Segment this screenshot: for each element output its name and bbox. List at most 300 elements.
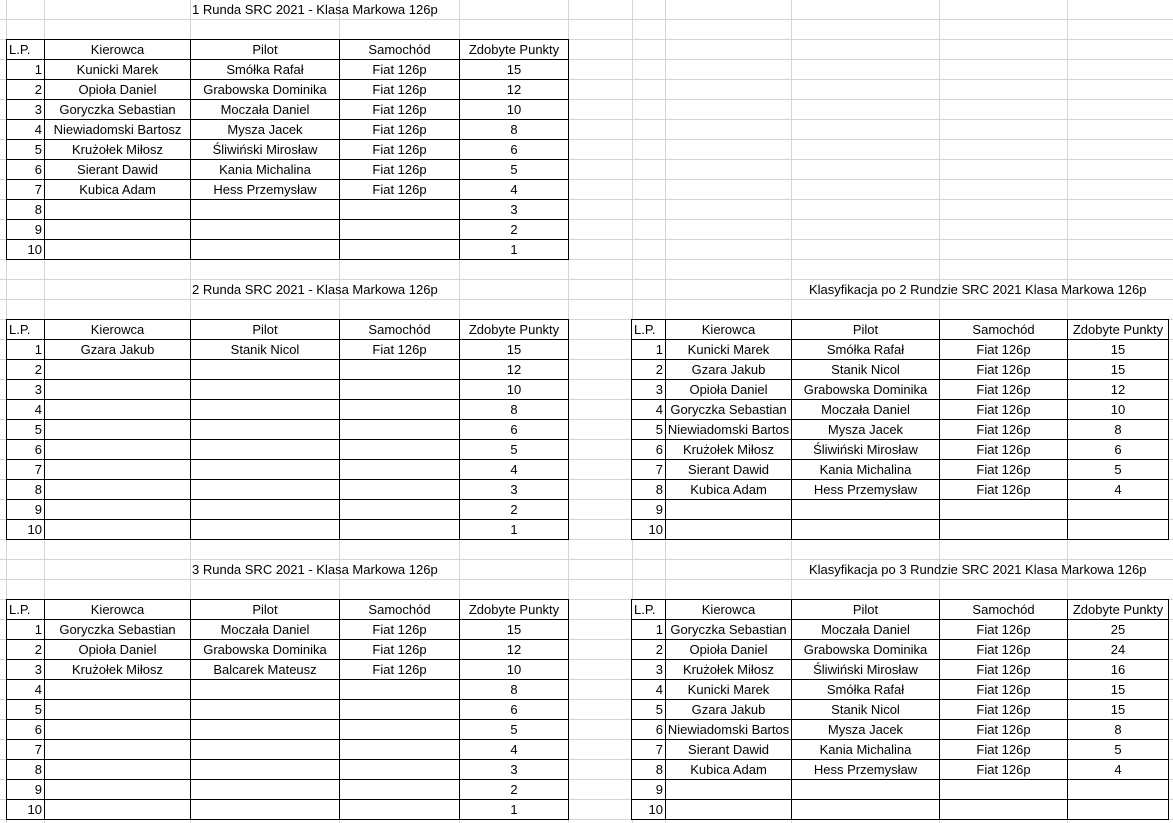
table-row	[7, 60, 569, 80]
cell-points[interactable]: 8	[460, 120, 569, 140]
table-row	[7, 180, 569, 200]
round1-results-table	[6, 39, 569, 260]
cell-points[interactable]: 15	[460, 60, 569, 80]
cell-lp[interactable]: 10	[7, 520, 45, 540]
cell-driver[interactable]: Niewiadomski Bartos	[666, 720, 792, 740]
cell-points[interactable]: 15	[460, 340, 569, 360]
cell-car[interactable]	[340, 500, 460, 520]
cell-driver[interactable]	[45, 200, 191, 220]
cell-car[interactable]: Fiat 126p	[340, 160, 460, 180]
cell-pilot[interactable]	[191, 780, 340, 800]
cell-car[interactable]	[340, 360, 460, 380]
cell-car[interactable]	[340, 380, 460, 400]
cell-points[interactable]: 6	[460, 140, 569, 160]
header-points[interactable]: Zdobyte Punkty	[1068, 600, 1169, 620]
cell-car[interactable]: Fiat 126p	[940, 420, 1068, 440]
cell-points[interactable]: 2	[460, 780, 569, 800]
cell-lp[interactable]: 1	[632, 620, 666, 640]
cell-points[interactable]: 15	[1068, 360, 1169, 380]
cell-driver[interactable]: Niewiadomski Bartos	[666, 420, 792, 440]
cell-points[interactable]: 8	[460, 400, 569, 420]
table-row	[632, 660, 1169, 680]
cell-driver[interactable]: Kubica Adam	[666, 760, 792, 780]
header-driver[interactable]: Kierowca	[45, 600, 191, 620]
cell-points[interactable]: 1	[460, 520, 569, 540]
cell-driver[interactable]	[45, 440, 191, 460]
cell-lp[interactable]: 9	[7, 500, 45, 520]
classification-3-title[interactable]: Klasyfikacja po 3 Rundzie SRC 2021 Klasa Markowa 126p	[809, 562, 1147, 577]
cell-car[interactable]	[340, 740, 460, 760]
cell-points[interactable]: 10	[1068, 400, 1169, 420]
cell-points[interactable]: 4	[460, 740, 569, 760]
cell-pilot[interactable]: Kania Michalina	[191, 160, 340, 180]
cell-pilot[interactable]: Hess Przemysław	[792, 760, 940, 780]
cell-pilot[interactable]	[792, 800, 940, 820]
cell-pilot[interactable]: Smółka Rafał	[792, 680, 940, 700]
cell-car[interactable]: Fiat 126p	[340, 80, 460, 100]
cell-car[interactable]: Fiat 126p	[340, 340, 460, 360]
cell-driver[interactable]	[45, 760, 191, 780]
table-header-row	[7, 600, 569, 620]
cell-driver[interactable]	[45, 700, 191, 720]
cell-points[interactable]: 8	[1068, 420, 1169, 440]
cell-lp[interactable]: 10	[7, 800, 45, 820]
header-points[interactable]: Zdobyte Punkty	[460, 600, 569, 620]
cell-car[interactable]	[340, 220, 460, 240]
cell-car[interactable]: Fiat 126p	[940, 720, 1068, 740]
cell-driver[interactable]: Goryczka Sebastian	[45, 100, 191, 120]
cell-points[interactable]: 25	[1068, 620, 1169, 640]
header-lp[interactable]: L.P.	[7, 600, 45, 620]
cell-pilot[interactable]: Balcarek Mateusz	[191, 660, 340, 680]
cell-car[interactable]: Fiat 126p	[940, 620, 1068, 640]
cell-points[interactable]: 4	[1068, 480, 1169, 500]
header-pilot[interactable]: Pilot	[191, 320, 340, 340]
cell-points[interactable]: 1	[460, 240, 569, 260]
cell-driver[interactable]	[45, 780, 191, 800]
classification-2-table	[631, 319, 1169, 540]
cell-driver[interactable]	[45, 500, 191, 520]
cell-car[interactable]	[340, 400, 460, 420]
cell-car[interactable]	[340, 680, 460, 700]
cell-car[interactable]	[340, 800, 460, 820]
cell-car[interactable]	[340, 460, 460, 480]
cell-pilot[interactable]: Moczała Daniel	[792, 620, 940, 640]
cell-lp[interactable]: 8	[7, 200, 45, 220]
table-row	[7, 680, 569, 700]
cell-lp[interactable]: 7	[7, 180, 45, 200]
cell-lp[interactable]: 6	[632, 440, 666, 460]
cell-lp[interactable]: 10	[7, 240, 45, 260]
cell-pilot[interactable]	[191, 520, 340, 540]
cell-lp[interactable]: 8	[7, 480, 45, 500]
cell-lp[interactable]: 7	[632, 460, 666, 480]
cell-driver[interactable]: Kunicki Marek	[45, 60, 191, 80]
cell-driver[interactable]: Sierant Dawid	[666, 740, 792, 760]
cell-driver[interactable]: Goryczka Sebastian	[45, 620, 191, 640]
cell-driver[interactable]: Kunicki Marek	[666, 680, 792, 700]
cell-pilot[interactable]: Kania Michalina	[792, 460, 940, 480]
cell-points[interactable]	[1068, 800, 1169, 820]
cell-car[interactable]	[940, 520, 1068, 540]
cell-lp[interactable]: 5	[632, 700, 666, 720]
cell-driver[interactable]: Krużołek Miłosz	[45, 660, 191, 680]
cell-lp[interactable]: 3	[7, 100, 45, 120]
cell-lp[interactable]: 4	[7, 120, 45, 140]
cell-lp[interactable]: 1	[7, 620, 45, 640]
cell-lp[interactable]: 2	[7, 80, 45, 100]
header-car[interactable]: Samochód	[940, 600, 1068, 620]
classification-3-table	[631, 599, 1169, 820]
cell-lp[interactable]: 4	[632, 680, 666, 700]
cell-driver[interactable]: Krużołek Miłosz	[666, 660, 792, 680]
cell-driver[interactable]	[45, 480, 191, 500]
cell-driver[interactable]: Kubica Adam	[45, 180, 191, 200]
cell-pilot[interactable]: Smółka Rafał	[792, 340, 940, 360]
round3-results-table	[6, 599, 569, 820]
cell-driver[interactable]: Sierant Dawid	[666, 460, 792, 480]
cell-driver[interactable]: Gzara Jakub	[666, 360, 792, 380]
cell-lp[interactable]: 10	[632, 800, 666, 820]
cell-pilot[interactable]	[191, 500, 340, 520]
table-row	[632, 700, 1169, 720]
cell-car[interactable]	[340, 700, 460, 720]
cell-driver[interactable]	[45, 800, 191, 820]
cell-car[interactable]: Fiat 126p	[340, 140, 460, 160]
cell-lp[interactable]: 3	[632, 380, 666, 400]
cell-pilot[interactable]	[191, 740, 340, 760]
cell-driver[interactable]	[666, 780, 792, 800]
cell-pilot[interactable]	[191, 680, 340, 700]
cell-lp[interactable]: 9	[7, 220, 45, 240]
cell-driver[interactable]: Kubica Adam	[666, 480, 792, 500]
cell-car[interactable]: Fiat 126p	[340, 620, 460, 640]
cell-pilot[interactable]: Stanik Nicol	[792, 700, 940, 720]
cell-driver[interactable]: Opioła Daniel	[666, 640, 792, 660]
cell-points[interactable]: 15	[460, 620, 569, 640]
cell-car[interactable]	[340, 200, 460, 220]
cell-pilot[interactable]: Moczała Daniel	[792, 400, 940, 420]
cell-lp[interactable]: 5	[632, 420, 666, 440]
table-row	[7, 380, 569, 400]
cell-points[interactable]: 5	[460, 440, 569, 460]
cell-car[interactable]: Fiat 126p	[340, 180, 460, 200]
cell-pilot[interactable]	[191, 760, 340, 780]
cell-lp[interactable]: 2	[632, 360, 666, 380]
cell-car[interactable]	[340, 440, 460, 460]
cell-pilot[interactable]	[191, 360, 340, 380]
cell-driver[interactable]	[45, 400, 191, 420]
cell-points[interactable]: 6	[1068, 440, 1169, 460]
cell-pilot[interactable]	[792, 500, 940, 520]
cell-points[interactable]: 1	[460, 800, 569, 820]
cell-points[interactable]: 4	[460, 460, 569, 480]
cell-points[interactable]: 2	[460, 220, 569, 240]
cell-driver[interactable]: Opioła Daniel	[45, 80, 191, 100]
cell-lp[interactable]: 5	[7, 420, 45, 440]
cell-lp[interactable]: 8	[632, 480, 666, 500]
cell-points[interactable]: 5	[460, 160, 569, 180]
cell-pilot[interactable]	[191, 460, 340, 480]
cell-lp[interactable]: 3	[7, 380, 45, 400]
table-row	[7, 200, 569, 220]
header-points[interactable]: Zdobyte Punkty	[460, 320, 569, 340]
cell-pilot[interactable]	[191, 720, 340, 740]
cell-pilot[interactable]: Moczała Daniel	[191, 100, 340, 120]
cell-pilot[interactable]	[792, 520, 940, 540]
header-lp[interactable]: L.P.	[632, 320, 666, 340]
cell-driver[interactable]	[45, 720, 191, 740]
cell-points[interactable]: 15	[1068, 680, 1169, 700]
cell-pilot[interactable]: Mysza Jacek	[792, 720, 940, 740]
header-driver[interactable]: Kierowca	[45, 40, 191, 60]
cell-car[interactable]: Fiat 126p	[940, 740, 1068, 760]
cell-points[interactable]: 15	[1068, 700, 1169, 720]
cell-driver[interactable]	[666, 800, 792, 820]
header-lp[interactable]: L.P.	[7, 40, 45, 60]
cell-car[interactable]: Fiat 126p	[940, 340, 1068, 360]
cell-car[interactable]	[340, 520, 460, 540]
cell-lp[interactable]: 7	[7, 460, 45, 480]
cell-car[interactable]	[940, 780, 1068, 800]
cell-pilot[interactable]: Smółka Rafał	[191, 60, 340, 80]
cell-car[interactable]: Fiat 126p	[940, 360, 1068, 380]
cell-car[interactable]	[340, 760, 460, 780]
cell-points[interactable]: 5	[1068, 460, 1169, 480]
cell-points[interactable]: 4	[1068, 760, 1169, 780]
cell-driver[interactable]	[45, 680, 191, 700]
cell-driver[interactable]: Sierant Dawid	[45, 160, 191, 180]
cell-driver[interactable]: Opioła Daniel	[666, 380, 792, 400]
cell-lp[interactable]: 6	[632, 720, 666, 740]
cell-car[interactable]: Fiat 126p	[340, 660, 460, 680]
cell-points[interactable]: 12	[460, 360, 569, 380]
header-driver[interactable]: Kierowca	[666, 600, 792, 620]
cell-points[interactable]: 4	[460, 180, 569, 200]
cell-points[interactable]	[1068, 520, 1169, 540]
cell-lp[interactable]: 2	[7, 640, 45, 660]
cell-lp[interactable]: 1	[7, 60, 45, 80]
table-row	[632, 780, 1169, 800]
cell-car[interactable]	[340, 720, 460, 740]
cell-points[interactable]: 12	[460, 640, 569, 660]
table-row	[632, 800, 1169, 820]
cell-pilot[interactable]: Śliwiński Mirosław	[792, 660, 940, 680]
cell-points[interactable]: 3	[460, 200, 569, 220]
cell-pilot[interactable]	[191, 480, 340, 500]
cell-points[interactable]: 2	[460, 500, 569, 520]
cell-pilot[interactable]: Mysza Jacek	[191, 120, 340, 140]
cell-lp[interactable]: 4	[632, 400, 666, 420]
cell-lp[interactable]: 4	[7, 680, 45, 700]
cell-lp[interactable]: 5	[7, 140, 45, 160]
cell-pilot[interactable]	[191, 420, 340, 440]
cell-pilot[interactable]	[792, 780, 940, 800]
cell-driver[interactable]	[45, 240, 191, 260]
cell-pilot[interactable]	[191, 440, 340, 460]
cell-lp[interactable]: 4	[7, 400, 45, 420]
header-car[interactable]: Samochód	[340, 320, 460, 340]
cell-car[interactable]	[940, 500, 1068, 520]
cell-pilot[interactable]: Kania Michalina	[792, 740, 940, 760]
cell-driver[interactable]	[45, 220, 191, 240]
cell-car[interactable]: Fiat 126p	[940, 640, 1068, 660]
cell-car[interactable]	[940, 800, 1068, 820]
cell-pilot[interactable]: Moczała Daniel	[191, 620, 340, 640]
round2-title[interactable]: 2 Runda SRC 2021 - Klasa Markowa 126p	[192, 282, 438, 297]
cell-driver[interactable]	[45, 460, 191, 480]
cell-driver[interactable]: Gzara Jakub	[45, 340, 191, 360]
cell-pilot[interactable]: Hess Przemysław	[792, 480, 940, 500]
cell-lp[interactable]: 1	[7, 340, 45, 360]
classification-2-title[interactable]: Klasyfikacja po 2 Rundzie SRC 2021 Klasa Markowa 126p	[809, 282, 1147, 297]
table-header-row	[7, 320, 569, 340]
cell-pilot[interactable]: Grabowska Dominika	[191, 80, 340, 100]
cell-points[interactable]: 16	[1068, 660, 1169, 680]
cell-pilot[interactable]: Grabowska Dominika	[191, 640, 340, 660]
cell-pilot[interactable]	[191, 380, 340, 400]
cell-lp[interactable]: 8	[632, 760, 666, 780]
cell-lp[interactable]: 5	[7, 700, 45, 720]
cell-car[interactable]: Fiat 126p	[340, 640, 460, 660]
cell-car[interactable]	[340, 420, 460, 440]
table-header-row	[632, 600, 1169, 620]
cell-points[interactable]: 10	[460, 100, 569, 120]
cell-points[interactable]: 6	[460, 420, 569, 440]
cell-lp[interactable]: 3	[632, 660, 666, 680]
cell-pilot[interactable]: Grabowska Dominika	[792, 640, 940, 660]
cell-pilot[interactable]	[191, 700, 340, 720]
header-car[interactable]: Samochód	[340, 600, 460, 620]
cell-points[interactable]: 8	[1068, 720, 1169, 740]
cell-lp[interactable]: 6	[7, 160, 45, 180]
cell-car[interactable]: Fiat 126p	[940, 460, 1068, 480]
cell-driver[interactable]: Goryczka Sebastian	[666, 620, 792, 640]
cell-driver[interactable]	[45, 360, 191, 380]
cell-pilot[interactable]: Mysza Jacek	[792, 420, 940, 440]
cell-driver[interactable]: Niewiadomski Bartosz	[45, 120, 191, 140]
cell-driver[interactable]	[666, 520, 792, 540]
header-car[interactable]: Samochód	[940, 320, 1068, 340]
cell-points[interactable]: 5	[460, 720, 569, 740]
cell-points[interactable]: 3	[460, 760, 569, 780]
table-row	[7, 700, 569, 720]
cell-points[interactable]: 6	[460, 700, 569, 720]
cell-points[interactable]	[1068, 500, 1169, 520]
cell-points[interactable]: 12	[460, 80, 569, 100]
cell-car[interactable]: Fiat 126p	[940, 400, 1068, 420]
table-row	[7, 460, 569, 480]
cell-pilot[interactable]: Grabowska Dominika	[792, 380, 940, 400]
header-pilot[interactable]: Pilot	[191, 40, 340, 60]
round3-title[interactable]: 3 Runda SRC 2021 - Klasa Markowa 126p	[192, 562, 438, 577]
cell-car[interactable]	[340, 780, 460, 800]
cell-driver[interactable]: Kunicki Marek	[666, 340, 792, 360]
header-pilot[interactable]: Pilot	[191, 600, 340, 620]
cell-car[interactable]: Fiat 126p	[940, 760, 1068, 780]
cell-pilot[interactable]: Śliwiński Mirosław	[191, 140, 340, 160]
cell-lp[interactable]: 6	[7, 720, 45, 740]
cell-driver[interactable]	[666, 500, 792, 520]
header-points[interactable]: Zdobyte Punkty	[460, 40, 569, 60]
cell-points[interactable]: 10	[460, 660, 569, 680]
round1-title[interactable]: 1 Runda SRC 2021 - Klasa Markowa 126p	[192, 2, 438, 17]
cell-points[interactable]: 3	[460, 480, 569, 500]
cell-pilot[interactable]	[191, 220, 340, 240]
cell-car[interactable]: Fiat 126p	[940, 440, 1068, 460]
header-points[interactable]: Zdobyte Punkty	[1068, 320, 1169, 340]
cell-points[interactable]	[1068, 780, 1169, 800]
cell-car[interactable]	[340, 240, 460, 260]
table-row	[632, 740, 1169, 760]
cell-pilot[interactable]	[191, 800, 340, 820]
table-row	[632, 380, 1169, 400]
header-pilot[interactable]: Pilot	[792, 320, 940, 340]
cell-driver[interactable]	[45, 740, 191, 760]
cell-points[interactable]: 5	[1068, 740, 1169, 760]
cell-pilot[interactable]: Śliwiński Mirosław	[792, 440, 940, 460]
cell-car[interactable]	[340, 480, 460, 500]
cell-points[interactable]: 15	[1068, 340, 1169, 360]
cell-pilot[interactable]	[191, 200, 340, 220]
header-driver[interactable]: Kierowca	[45, 320, 191, 340]
cell-lp[interactable]: 1	[632, 340, 666, 360]
cell-driver[interactable]: Opioła Daniel	[45, 640, 191, 660]
cell-lp[interactable]: 3	[7, 660, 45, 680]
cell-lp[interactable]: 9	[632, 500, 666, 520]
cell-car[interactable]: Fiat 126p	[940, 480, 1068, 500]
cell-lp[interactable]: 6	[7, 440, 45, 460]
cell-lp[interactable]: 9	[7, 780, 45, 800]
cell-points[interactable]: 10	[460, 380, 569, 400]
cell-points[interactable]: 8	[460, 680, 569, 700]
cell-car[interactable]: Fiat 126p	[940, 660, 1068, 680]
cell-lp[interactable]: 9	[632, 780, 666, 800]
cell-lp[interactable]: 7	[7, 740, 45, 760]
header-lp[interactable]: L.P.	[7, 320, 45, 340]
cell-driver[interactable]: Goryczka Sebastian	[666, 400, 792, 420]
cell-car[interactable]: Fiat 126p	[940, 380, 1068, 400]
cell-lp[interactable]: 2	[7, 360, 45, 380]
cell-pilot[interactable]: Hess Przemysław	[191, 180, 340, 200]
header-lp[interactable]: L.P.	[632, 600, 666, 620]
cell-car[interactable]: Fiat 126p	[940, 700, 1068, 720]
cell-lp[interactable]: 8	[7, 760, 45, 780]
cell-points[interactable]: 24	[1068, 640, 1169, 660]
header-car[interactable]: Samochód	[340, 40, 460, 60]
cell-lp[interactable]: 2	[632, 640, 666, 660]
cell-driver[interactable]	[45, 380, 191, 400]
cell-pilot[interactable]: Stanik Nicol	[792, 360, 940, 380]
cell-pilot[interactable]: Stanik Nicol	[191, 340, 340, 360]
cell-points[interactable]: 12	[1068, 380, 1169, 400]
cell-driver[interactable]	[45, 420, 191, 440]
cell-lp[interactable]: 10	[632, 520, 666, 540]
cell-driver[interactable]: Krużołek Miłosz	[666, 440, 792, 460]
cell-pilot[interactable]	[191, 240, 340, 260]
cell-car[interactable]: Fiat 126p	[340, 100, 460, 120]
cell-driver[interactable]: Gzara Jakub	[666, 700, 792, 720]
cell-driver[interactable]: Krużołek Miłosz	[45, 140, 191, 160]
header-pilot[interactable]: Pilot	[792, 600, 940, 620]
cell-car[interactable]: Fiat 126p	[940, 680, 1068, 700]
cell-driver[interactable]	[45, 520, 191, 540]
cell-car[interactable]: Fiat 126p	[340, 60, 460, 80]
cell-car[interactable]: Fiat 126p	[340, 120, 460, 140]
cell-pilot[interactable]	[191, 400, 340, 420]
cell-lp[interactable]: 7	[632, 740, 666, 760]
header-driver[interactable]: Kierowca	[666, 320, 792, 340]
